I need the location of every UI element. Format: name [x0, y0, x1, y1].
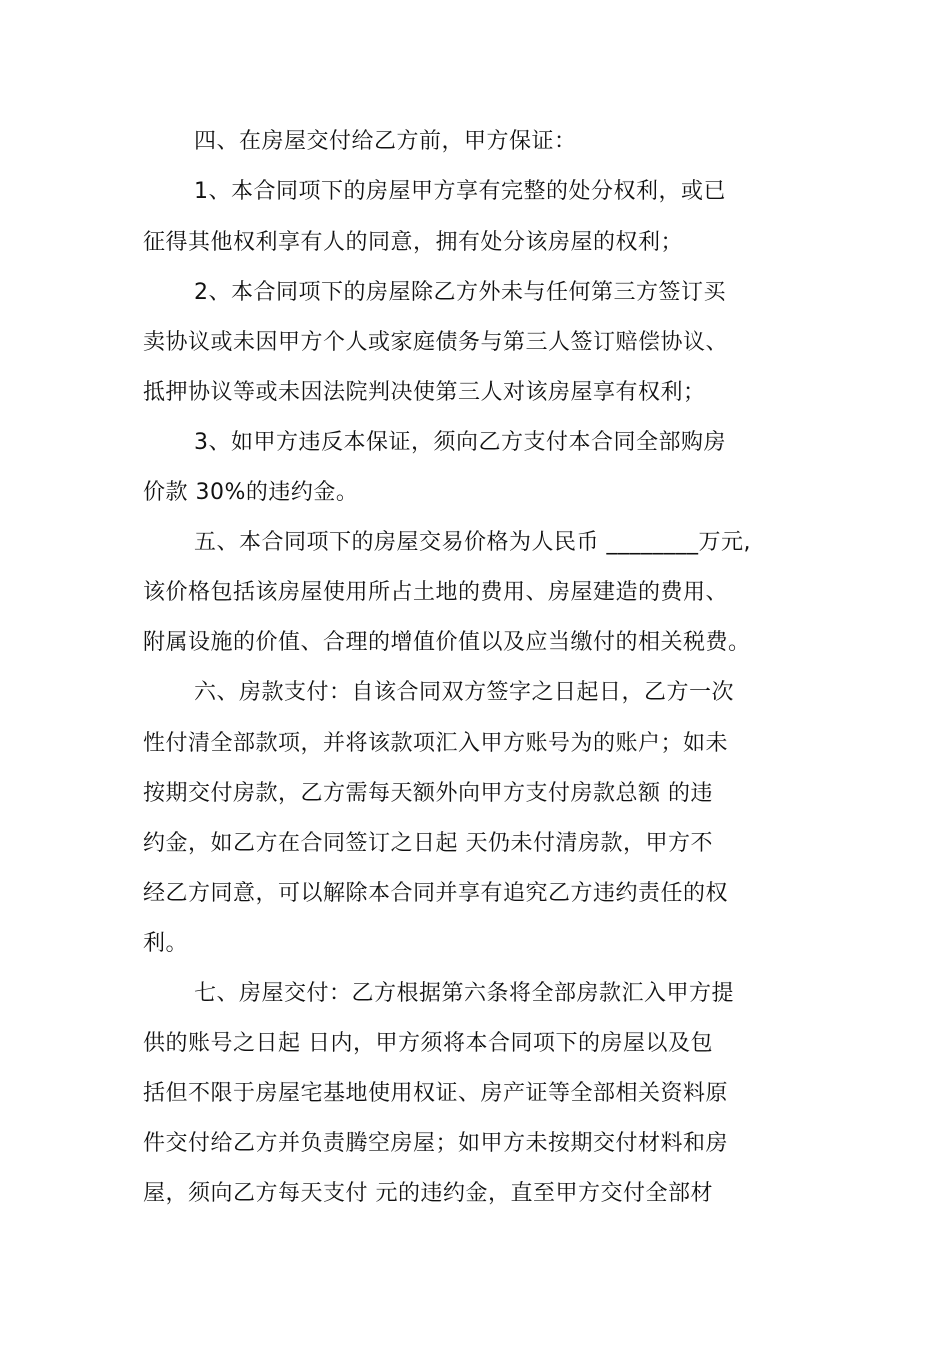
clause-4-item-3-line-1: 3、如甲方违反本保证，须向乙方支付本合同全部购房 [194, 430, 726, 455]
clause-7-line-5: 屋，须向乙方每天支付 元的违约金，直至甲方交付全部材 [143, 1181, 713, 1206]
clause-4-item-3-line-2: 价款 30%的违约金。 [143, 480, 359, 505]
clause-4-item-2-line-1: 2、本合同项下的房屋除乙方外未与任何第三方签订买 [194, 280, 726, 305]
clause-6-line-5: 经乙方同意，可以解除本合同并享有追究乙方违约责任的权 [143, 881, 729, 906]
clause-6-line-4: 约金，如乙方在合同签订之日起 天仍未付清房款，甲方不 [143, 831, 713, 856]
clause-6-line-3: 按期交付房款，乙方需每天额外向甲方支付房款总额 的违 [143, 781, 713, 806]
clause-7-line-2: 供的账号之日起 日内，甲方须将本合同项下的房屋以及包 [143, 1031, 713, 1056]
clause-4-item-1-line-1: 1、本合同项下的房屋甲方享有完整的处分权利，或已 [194, 179, 726, 204]
clause-6-line-2: 性付清全部款项，并将该款项汇入甲方账号为的账户；如未 [143, 731, 729, 756]
clause-7-line-3: 括但不限于房屋宅基地使用权证、房产证等全部相关资料原 [143, 1081, 729, 1106]
clause-4-heading: 四、在房屋交付给乙方前，甲方保证： [194, 129, 577, 154]
clause-4-item-2-line-2: 卖协议或未因甲方个人或家庭债务与第三人签订赔偿协议、 [143, 330, 729, 355]
clause-7-line-4: 件交付给乙方并负责腾空房屋；如甲方未按期交付材料和房 [143, 1131, 729, 1156]
clause-5-line-1: 五、本合同项下的房屋交易价格为人民币 ________万元, [194, 530, 751, 555]
clause-6-line-6: 利。 [143, 931, 189, 956]
clause-7-line-1: 七、房屋交付：乙方根据第六条将全部房款汇入甲方提 [194, 981, 735, 1006]
clause-6-line-1: 六、房款支付：自该合同双方签字之日起日，乙方一次 [194, 680, 735, 705]
clause-5-line-3: 附属设施的价值、合理的增值价值以及应当缴付的相关税费。 [143, 630, 751, 655]
clause-5-line-2: 该价格包括该房屋使用所占土地的费用、房屋建造的费用、 [143, 580, 729, 605]
clause-4-item-2-line-3: 抵押协议等或未因法院判决使第三人对该房屋享有权利； [143, 380, 706, 405]
clause-4-item-1-line-2: 征得其他权利享有人的同意，拥有处分该房屋的权利； [143, 230, 684, 255]
